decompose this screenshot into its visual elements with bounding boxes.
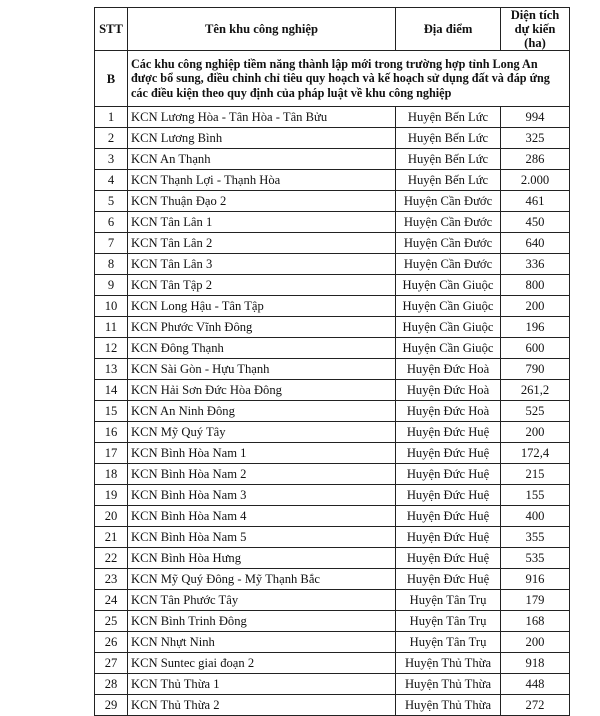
row-location: Huyện Đức Huệ (396, 422, 501, 443)
table-row (95, 296, 570, 317)
row-stt: 21 (95, 527, 128, 548)
row-location: Huyện Thủ Thừa (396, 653, 501, 674)
row-zone-name: KCN Hải Sơn Đức Hòa Đông (128, 380, 396, 401)
row-location: Huyện Đức Huệ (396, 569, 501, 590)
row-area: 168 (501, 611, 570, 632)
table-row (95, 674, 570, 695)
row-location: Huyện Cần Giuộc (396, 338, 501, 359)
table-row (95, 254, 570, 275)
row-area: 272 (501, 695, 570, 716)
row-location: Huyện Đức Hoà (396, 359, 501, 380)
row-zone-name: KCN Suntec giai đoạn 2 (128, 653, 396, 674)
table-row (95, 212, 570, 233)
row-stt: 19 (95, 485, 128, 506)
row-stt: 26 (95, 632, 128, 653)
table-row (95, 569, 570, 590)
row-area: 535 (501, 548, 570, 569)
row-zone-name: KCN Bình Hòa Nam 5 (128, 527, 396, 548)
table-body (95, 107, 570, 716)
row-area: 196 (501, 317, 570, 338)
row-location: Huyện Tân Trụ (396, 611, 501, 632)
table-row (95, 527, 570, 548)
table-row (95, 422, 570, 443)
row-area: 179 (501, 590, 570, 611)
row-location: Huyện Bến Lức (396, 170, 501, 191)
row-area: 200 (501, 632, 570, 653)
row-location: Huyện Cần Đước (396, 254, 501, 275)
row-location: Huyện Bến Lức (396, 107, 501, 128)
row-zone-name: KCN Tân Tập 2 (128, 275, 396, 296)
row-area: 155 (501, 485, 570, 506)
row-zone-name: KCN Bình Hòa Hưng (128, 548, 396, 569)
row-stt: 8 (95, 254, 128, 275)
row-stt: 14 (95, 380, 128, 401)
row-stt: 18 (95, 464, 128, 485)
table-header-row (95, 8, 570, 51)
table-row (95, 611, 570, 632)
table-row (95, 317, 570, 338)
row-zone-name: KCN Lương Bình (128, 128, 396, 149)
table-row (95, 632, 570, 653)
row-stt: 15 (95, 401, 128, 422)
row-stt: 25 (95, 611, 128, 632)
row-area: 600 (501, 338, 570, 359)
row-location: Huyện Tân Trụ (396, 590, 501, 611)
row-area: 916 (501, 569, 570, 590)
header-area (501, 8, 570, 51)
row-stt: 2 (95, 128, 128, 149)
table-row (95, 170, 570, 191)
row-area: 450 (501, 212, 570, 233)
row-area: 994 (501, 107, 570, 128)
row-zone-name: KCN Tân Phước Tây (128, 590, 396, 611)
row-area: 800 (501, 275, 570, 296)
row-area: 400 (501, 506, 570, 527)
table-row (95, 653, 570, 674)
row-zone-name: KCN Mỹ Quý Đông - Mỹ Thạnh Bắc (128, 569, 396, 590)
row-stt: 22 (95, 548, 128, 569)
row-zone-name: KCN Bình Hòa Nam 2 (128, 464, 396, 485)
row-stt: 1 (95, 107, 128, 128)
row-location: Huyện Thủ Thừa (396, 674, 501, 695)
row-zone-name: KCN Thuận Đạo 2 (128, 191, 396, 212)
table-row (95, 485, 570, 506)
row-stt: 10 (95, 296, 128, 317)
table-row (95, 380, 570, 401)
row-area: 2.000 (501, 170, 570, 191)
row-area: 525 (501, 401, 570, 422)
row-zone-name: KCN Tân Lân 3 (128, 254, 396, 275)
row-zone-name: KCN Lương Hòa - Tân Hòa - Tân Bửu (128, 107, 396, 128)
table-row (95, 149, 570, 170)
table-row (95, 443, 570, 464)
table-row (95, 401, 570, 422)
table-row (95, 107, 570, 128)
row-location: Huyện Cần Giuộc (396, 275, 501, 296)
row-area: 215 (501, 464, 570, 485)
row-zone-name: KCN Long Hậu - Tân Tập (128, 296, 396, 317)
row-location: Huyện Cần Giuộc (396, 296, 501, 317)
table-row (95, 464, 570, 485)
row-stt: 9 (95, 275, 128, 296)
header-area-line2: dự kiến (ha) (514, 22, 556, 50)
table-row (95, 506, 570, 527)
row-zone-name: KCN Tân Lân 2 (128, 233, 396, 254)
row-area: 200 (501, 422, 570, 443)
row-stt: 5 (95, 191, 128, 212)
row-location: Huyện Cần Đước (396, 233, 501, 254)
row-stt: 13 (95, 359, 128, 380)
row-zone-name: KCN Thủ Thừa 2 (128, 695, 396, 716)
row-location: Huyện Đức Huệ (396, 485, 501, 506)
row-stt: 16 (95, 422, 128, 443)
row-location: Huyện Cần Đước (396, 191, 501, 212)
row-stt: 6 (95, 212, 128, 233)
row-zone-name: KCN An Ninh Đông (128, 401, 396, 422)
table-row (95, 128, 570, 149)
row-area: 918 (501, 653, 570, 674)
header-location: Địa điểm (396, 8, 501, 51)
section-title: Các khu công nghiệp tiềm năng thành lập mới trong trường hợp tỉnh Long An được bổ sung, điều chỉnh chỉ tiêu quy hoạch và kế hoạch sử dụng đất và đáp ứng các điều kiện theo quy định của pháp luật về khu công nghiệp (128, 51, 570, 107)
row-area: 172,4 (501, 443, 570, 464)
table-row (95, 275, 570, 296)
row-zone-name: KCN Phước Vĩnh Đông (128, 317, 396, 338)
row-area: 790 (501, 359, 570, 380)
row-stt: 29 (95, 695, 128, 716)
row-zone-name: KCN Mỹ Quý Tây (128, 422, 396, 443)
row-zone-name: KCN Thạnh Lợi - Thạnh Hòa (128, 170, 396, 191)
header-name: Tên khu công nghiệp (128, 8, 396, 51)
row-location: Huyện Bến Lức (396, 149, 501, 170)
row-location: Huyện Đức Hoà (396, 401, 501, 422)
row-area: 325 (501, 128, 570, 149)
header-area-line1: Diện tích (510, 8, 560, 22)
table-row (95, 590, 570, 611)
row-stt: 7 (95, 233, 128, 254)
table-row (95, 695, 570, 716)
row-zone-name: KCN Tân Lân 1 (128, 212, 396, 233)
row-zone-name: KCN An Thạnh (128, 149, 396, 170)
row-stt: 24 (95, 590, 128, 611)
row-location: Huyện Cần Giuộc (396, 317, 501, 338)
row-location: Huyện Đức Huệ (396, 443, 501, 464)
row-location: Huyện Thủ Thừa (396, 695, 501, 716)
section-stt: B (95, 51, 128, 107)
row-zone-name: KCN Nhựt Ninh (128, 632, 396, 653)
table-row (95, 359, 570, 380)
row-zone-name: KCN Đông Thạnh (128, 338, 396, 359)
row-zone-name: KCN Bình Hòa Nam 1 (128, 443, 396, 464)
row-area: 640 (501, 233, 570, 254)
row-location: Huyện Cần Đước (396, 212, 501, 233)
row-zone-name: KCN Bình Hòa Nam 3 (128, 485, 396, 506)
row-area: 261,2 (501, 380, 570, 401)
row-zone-name: KCN Bình Trinh Đông (128, 611, 396, 632)
row-zone-name: KCN Bình Hòa Nam 4 (128, 506, 396, 527)
row-area: 461 (501, 191, 570, 212)
row-area: 200 (501, 296, 570, 317)
row-location: Huyện Bến Lức (396, 128, 501, 149)
row-stt: 23 (95, 569, 128, 590)
row-stt: 3 (95, 149, 128, 170)
row-location: Huyện Tân Trụ (396, 632, 501, 653)
row-area: 355 (501, 527, 570, 548)
row-location: Huyện Đức Hoà (396, 380, 501, 401)
row-location: Huyện Đức Huệ (396, 464, 501, 485)
table-row (95, 338, 570, 359)
row-area: 286 (501, 149, 570, 170)
row-stt: 27 (95, 653, 128, 674)
table-row (95, 548, 570, 569)
row-stt: 12 (95, 338, 128, 359)
row-stt: 28 (95, 674, 128, 695)
table-row (95, 233, 570, 254)
section-row (95, 51, 570, 107)
row-area: 336 (501, 254, 570, 275)
header-stt: STT (95, 8, 128, 51)
row-zone-name: KCN Sài Gòn - Hựu Thạnh (128, 359, 396, 380)
row-location: Huyện Đức Huệ (396, 506, 501, 527)
row-area: 448 (501, 674, 570, 695)
row-location: Huyện Đức Huệ (396, 527, 501, 548)
row-stt: 11 (95, 317, 128, 338)
row-location: Huyện Đức Huệ (396, 548, 501, 569)
row-stt: 20 (95, 506, 128, 527)
row-stt: 17 (95, 443, 128, 464)
table-row (95, 191, 570, 212)
row-stt: 4 (95, 170, 128, 191)
industrial-zones-table (94, 7, 570, 716)
row-zone-name: KCN Thủ Thừa 1 (128, 674, 396, 695)
